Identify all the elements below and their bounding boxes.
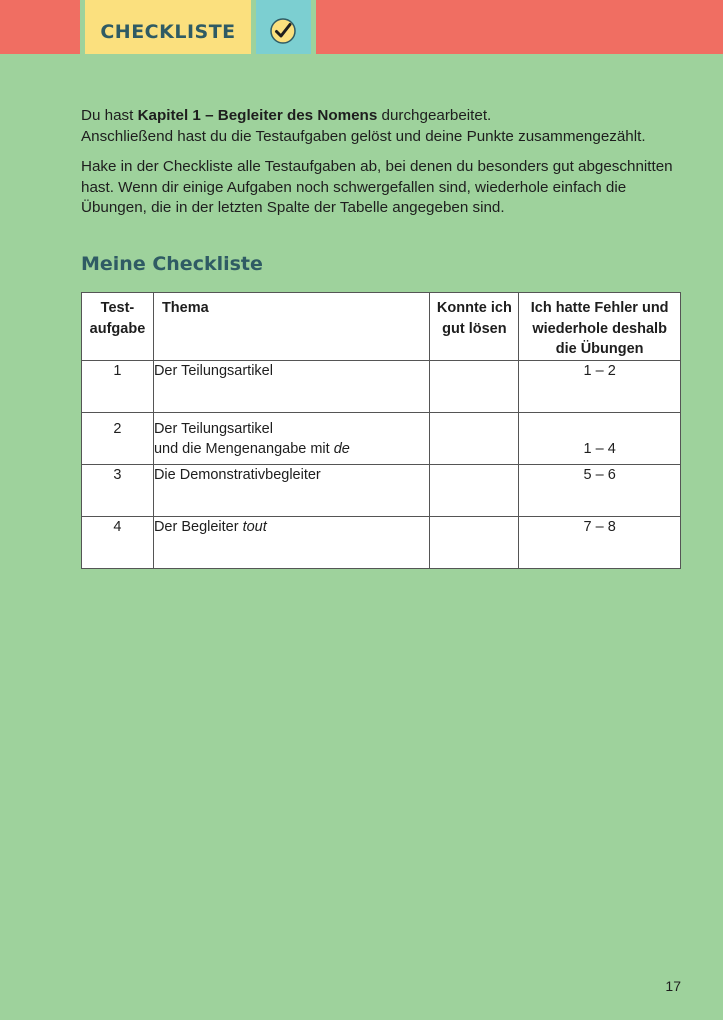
table-row (82, 412, 681, 464)
intro-paragraph-2: Hake in der Checkliste alle Testaufgaben ab, bei denen du besonders gut abgeschnitten hast. Wenn dir einige Aufgaben noch schwergefallen sind, wiederhole einfach die Übungen, die in der letzten Spalte der Tabelle angegeben sind. (81, 158, 673, 216)
row-thema-line1: Der Teilungsartikel (153, 420, 273, 437)
header-coral-block-left (0, 0, 80, 54)
header-thema: Thema (153, 293, 430, 361)
row-number: 2 (82, 412, 154, 464)
header-konnte-ich (430, 293, 519, 361)
row-thema-text: Der Begleiter (153, 518, 243, 535)
header-icon-block (256, 0, 311, 54)
page-number: 17 (665, 978, 681, 994)
header-title-block (85, 0, 251, 54)
section-title: Meine Checkliste (81, 253, 263, 275)
row-check-cell[interactable] (430, 360, 519, 412)
chapter-name: Kapitel 1 – Begleiter des Nomens (137, 107, 378, 124)
table-row (82, 360, 681, 412)
row-number: 3 (82, 464, 154, 516)
checklist-table (81, 292, 681, 569)
row-thema (153, 516, 430, 568)
row-thema: Die Demonstrativbegleiter (153, 464, 430, 516)
row-number: 4 (82, 516, 154, 568)
intro-p1-pre: Du hast (81, 107, 138, 124)
intro-paragraph-1 (81, 106, 691, 147)
row-thema-italic: de (333, 441, 350, 457)
row-uebungen: 5 – 6 (519, 464, 681, 516)
row-number: 1 (82, 360, 154, 412)
table-header-row (82, 293, 681, 361)
row-uebungen: 7 – 8 (519, 516, 681, 568)
row-check-cell[interactable] (430, 464, 519, 516)
table-row (82, 464, 681, 516)
header-fehler-line2: wiederhole deshalb (532, 320, 667, 337)
header-testaufgabe-line2: aufgabe (89, 320, 146, 337)
header-fehler-uebungen (519, 293, 681, 361)
row-thema: Der Teilungsartikel (153, 360, 430, 412)
header-bar (0, 0, 723, 57)
row-thema-italic: tout (242, 518, 267, 535)
header-testaufgabe (82, 293, 154, 361)
row-check-cell[interactable] (430, 516, 519, 568)
row-thema-line2: und die Mengenangabe mit (153, 441, 334, 457)
header-coral-block-right (316, 0, 723, 54)
row-uebungen: 1 – 4 (519, 412, 681, 464)
header-konnte-line1: Konnte ich (436, 300, 512, 316)
checkmark-badge-icon (270, 18, 296, 44)
header-fehler-line3: die Übungen (555, 341, 644, 357)
table-row (82, 516, 681, 568)
intro-text (81, 106, 691, 229)
header-testaufgabe-line1: Test- (100, 300, 135, 316)
row-uebungen: 1 – 2 (519, 360, 681, 412)
header-title: CHECKLISTE (100, 21, 236, 43)
intro-p1-line2: Anschließend hast du die Testaufgaben gelöst und deine Punkte zusammengezählt. (81, 127, 646, 145)
header-konnte-line2: gut lösen (442, 320, 507, 337)
row-check-cell[interactable] (430, 412, 519, 464)
row-thema (153, 412, 430, 464)
intro-p1-post: durchgearbeitet. (377, 107, 492, 124)
header-fehler-line1: Ich hatte Fehler und (530, 300, 669, 316)
